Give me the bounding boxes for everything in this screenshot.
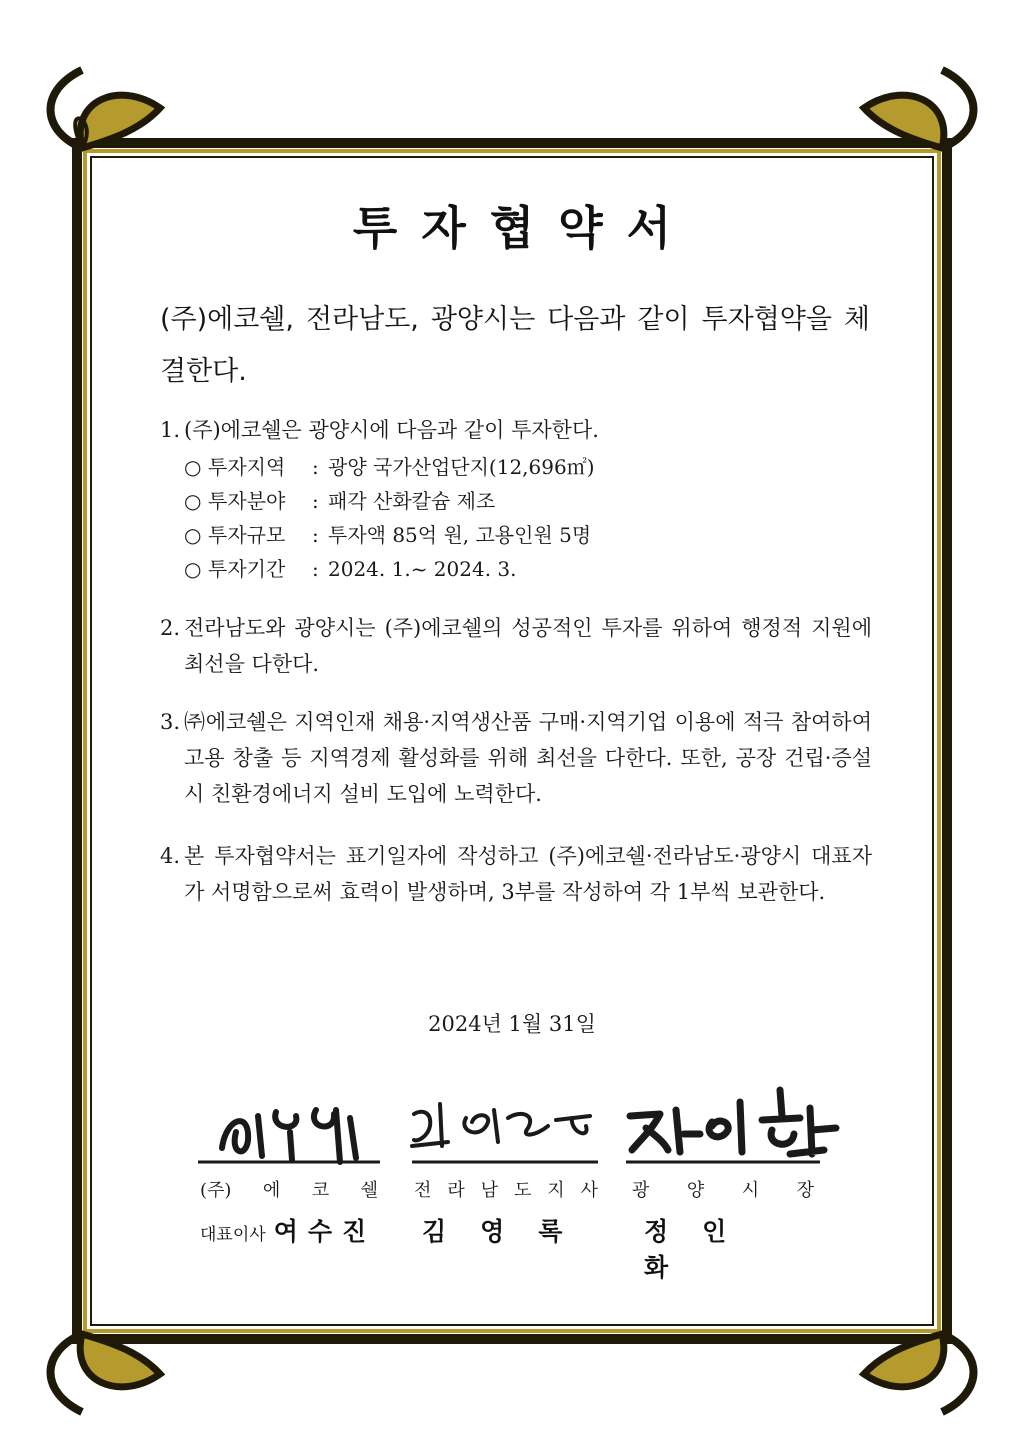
item-colon: : bbox=[312, 523, 319, 547]
org-char: 전 bbox=[414, 1180, 432, 1201]
item-key: 투자기간 bbox=[208, 557, 286, 581]
org-char: 시 bbox=[741, 1180, 760, 1201]
org-char: 쉘 bbox=[360, 1180, 378, 1201]
bullet-circle-icon: ○ bbox=[184, 489, 202, 513]
signatory-name: 여수진 bbox=[273, 1217, 377, 1246]
item-colon: : bbox=[312, 557, 319, 581]
signature-area bbox=[0, 1070, 1024, 1180]
item-key: 투자지역 bbox=[208, 455, 286, 479]
document-title: 투자협약서 bbox=[352, 201, 696, 255]
signatory-jeonnam bbox=[414, 1176, 598, 1248]
clause-2 bbox=[160, 610, 872, 682]
intro-paragraph: (주)에코쉘, 전라남도, 광양시는 다음과 같이 투자협약을 체결한다. bbox=[160, 304, 870, 387]
handwritten-signature bbox=[412, 1104, 590, 1146]
org-char: 코 bbox=[311, 1180, 330, 1201]
org-char: 라 bbox=[447, 1180, 465, 1201]
list-item bbox=[184, 552, 872, 586]
corner-ornament-icon bbox=[864, 70, 974, 148]
clause-number: 4. bbox=[160, 844, 181, 868]
signatory-organization bbox=[414, 1176, 598, 1202]
signatory-title: 대표이사 bbox=[200, 1225, 266, 1245]
corner-ornament-icon bbox=[51, 1334, 161, 1412]
signatory-organization bbox=[632, 1176, 814, 1202]
handwritten-signature bbox=[222, 1110, 356, 1162]
item-key: 투자분야 bbox=[208, 489, 286, 513]
signatory-ecoshell bbox=[200, 1176, 378, 1248]
signatory-name: 정인화 bbox=[644, 1217, 761, 1282]
investment-details-list bbox=[184, 450, 872, 586]
item-colon: : bbox=[312, 455, 319, 479]
clause-text: 본 투자협약서는 표기일자에 작성하고 (주)에코쉘·전라남도·광양시 대표자가 서명함으로써 효력이 발생하며, 3부를 작성하여 각 1부씩 보관한다. bbox=[184, 844, 872, 904]
org-char: 양 bbox=[686, 1180, 705, 1201]
item-key: 투자규모 bbox=[208, 523, 286, 547]
clause-text: (주)에코쉘은 광양시에 다음과 같이 투자한다. bbox=[184, 418, 599, 442]
clause-number: 3. bbox=[160, 710, 181, 734]
clause-4 bbox=[160, 838, 872, 910]
signatory-organization bbox=[200, 1176, 378, 1202]
bullet-circle-icon: ○ bbox=[184, 557, 202, 581]
org-char: (주) bbox=[200, 1180, 232, 1201]
org-char: 광 bbox=[632, 1180, 650, 1201]
org-char: 도 bbox=[513, 1180, 532, 1201]
agreement-date: 2024년 1월 31일 bbox=[428, 1012, 596, 1036]
clause-1 bbox=[160, 412, 872, 586]
org-char: 사 bbox=[580, 1180, 598, 1201]
item-value: 투자액 85억 원, 고용인원 5명 bbox=[328, 523, 592, 547]
handwritten-signature bbox=[630, 1090, 836, 1154]
org-char: 장 bbox=[796, 1180, 814, 1201]
org-char: 에 bbox=[262, 1180, 281, 1201]
org-char: 남 bbox=[480, 1180, 499, 1201]
org-char: 지 bbox=[547, 1180, 565, 1201]
corner-ornament-icon bbox=[51, 70, 161, 148]
list-item bbox=[184, 450, 872, 484]
signatory-name: 김영록 bbox=[422, 1217, 597, 1246]
bullet-circle-icon: ○ bbox=[184, 523, 202, 547]
clause-3 bbox=[160, 704, 872, 812]
list-item bbox=[184, 484, 872, 518]
item-value: 패각 산화칼슘 제조 bbox=[328, 489, 496, 513]
clause-number: 1. bbox=[160, 418, 181, 442]
item-colon: : bbox=[312, 489, 319, 513]
corner-ornament-icon bbox=[864, 1334, 974, 1412]
item-value: 광양 국가산업단지(12,696㎡) bbox=[328, 455, 595, 479]
clause-number: 2. bbox=[160, 616, 181, 640]
signatory-gwangyang bbox=[632, 1176, 814, 1284]
clause-text: ㈜에코쉘은 지역인재 채용·지역생산품 구매·지역기업 이용에 적극 참여하여 고용 창출 등 지역경제 활성화를 위해 최선을 다한다. 또한, 공장 건립·증설 시 친환경에너지 설비 도입에 노력한다. bbox=[184, 710, 872, 806]
item-value: 2024. 1.~ 2024. 3. bbox=[328, 557, 517, 581]
bullet-circle-icon: ○ bbox=[184, 455, 202, 479]
clause-text: 전라남도와 광양시는 (주)에코쉘의 성공적인 투자를 위하여 행정적 지원에 최선을 다한다. bbox=[184, 616, 872, 676]
list-item bbox=[184, 518, 872, 552]
